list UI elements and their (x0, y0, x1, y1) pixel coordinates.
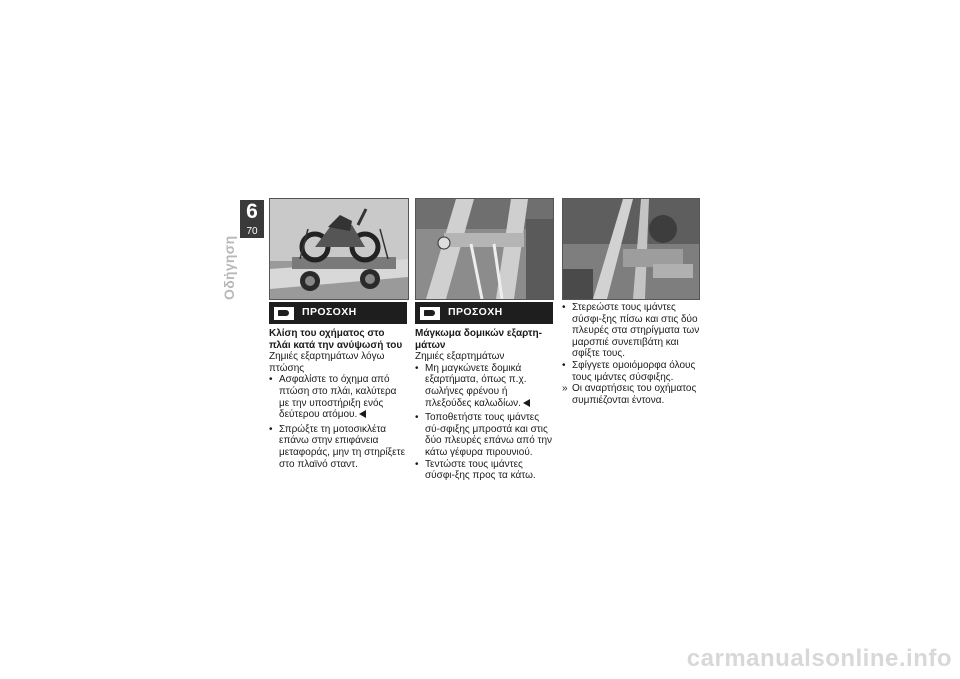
list-item: • Στερεώστε τους ιμάντες σύσφι-ξης πίσω και στις δύο πλευρές στα στηρίγματα των μαρσπιέ συνεπιβάτη και σφίξτε τους. (562, 302, 700, 360)
list-item: • Σπρώξτε τη μοτοσικλέτα επάνω στην επιφάνεια μεταφοράς, μην τη στηρίξετε στο πλαϊνό σταντ. (269, 424, 407, 470)
photo-rear-strap (562, 198, 700, 300)
column-3 (562, 302, 700, 406)
column-2 (415, 302, 553, 482)
section-label: Οδήγηση (220, 235, 237, 300)
warning-text: Ζημιές εξαρτημάτων λόγω πτώσης (269, 351, 385, 374)
list-item: • Ασφαλίστε το όχημα από πτώση στο πλάι, καλύτερα με την υποστήριξη ενός δεύτερου ατόμου. (269, 374, 407, 420)
photo-fork-strap (415, 198, 554, 300)
list-item: • Τοποθετήστε τους ιμάντες σύ-σφιξης μπροστά και στις δύο πλευρές επάνω από την κάτω γέφυρα πιρουνιού. (415, 412, 553, 458)
warning-banner (415, 302, 553, 324)
column-1 (269, 302, 407, 470)
warning-text: Ζημιές εξαρτημάτων (415, 351, 505, 363)
list-item: • Σφίγγετε ομοιόμορφα όλους τους ιμάντες σύσφιξης. (562, 360, 700, 383)
warning-heading: Κλίση του οχήματος στο πλάι κατά την ανύψωσή του (269, 328, 403, 351)
page-number: 70 (246, 226, 258, 237)
hand-pointing-icon (274, 307, 294, 320)
chapter-tab (240, 200, 264, 238)
list-item: • Μη μαγκώνετε δομικά εξαρτήματα, όπως π.χ. σωλήνες φρένου ή πλεξούδες καλωδίων. (415, 363, 553, 409)
end-marker-icon (523, 399, 530, 407)
hand-pointing-icon (420, 307, 440, 320)
warning-banner (269, 302, 407, 324)
chapter-number: 6 (246, 200, 258, 223)
end-marker-icon (359, 410, 366, 418)
list-item: • Τεντώστε τους ιμάντες σύσφι-ξης προς τα κάτω. (415, 459, 553, 482)
photo-motorcycle-trailer (269, 198, 409, 300)
warning-label: ΠΡΟΣΟΧΗ (448, 306, 503, 319)
warning-heading: Μάγκωμα δομικών εξαρτη-μάτων (415, 328, 542, 351)
result-item: » Οι αναρτήσεις του οχήματος συμπιέζονται έντονα. (562, 383, 700, 406)
watermark: carmanualsonline.info (686, 645, 952, 672)
warning-label: ΠΡΟΣΟΧΗ (302, 306, 357, 319)
